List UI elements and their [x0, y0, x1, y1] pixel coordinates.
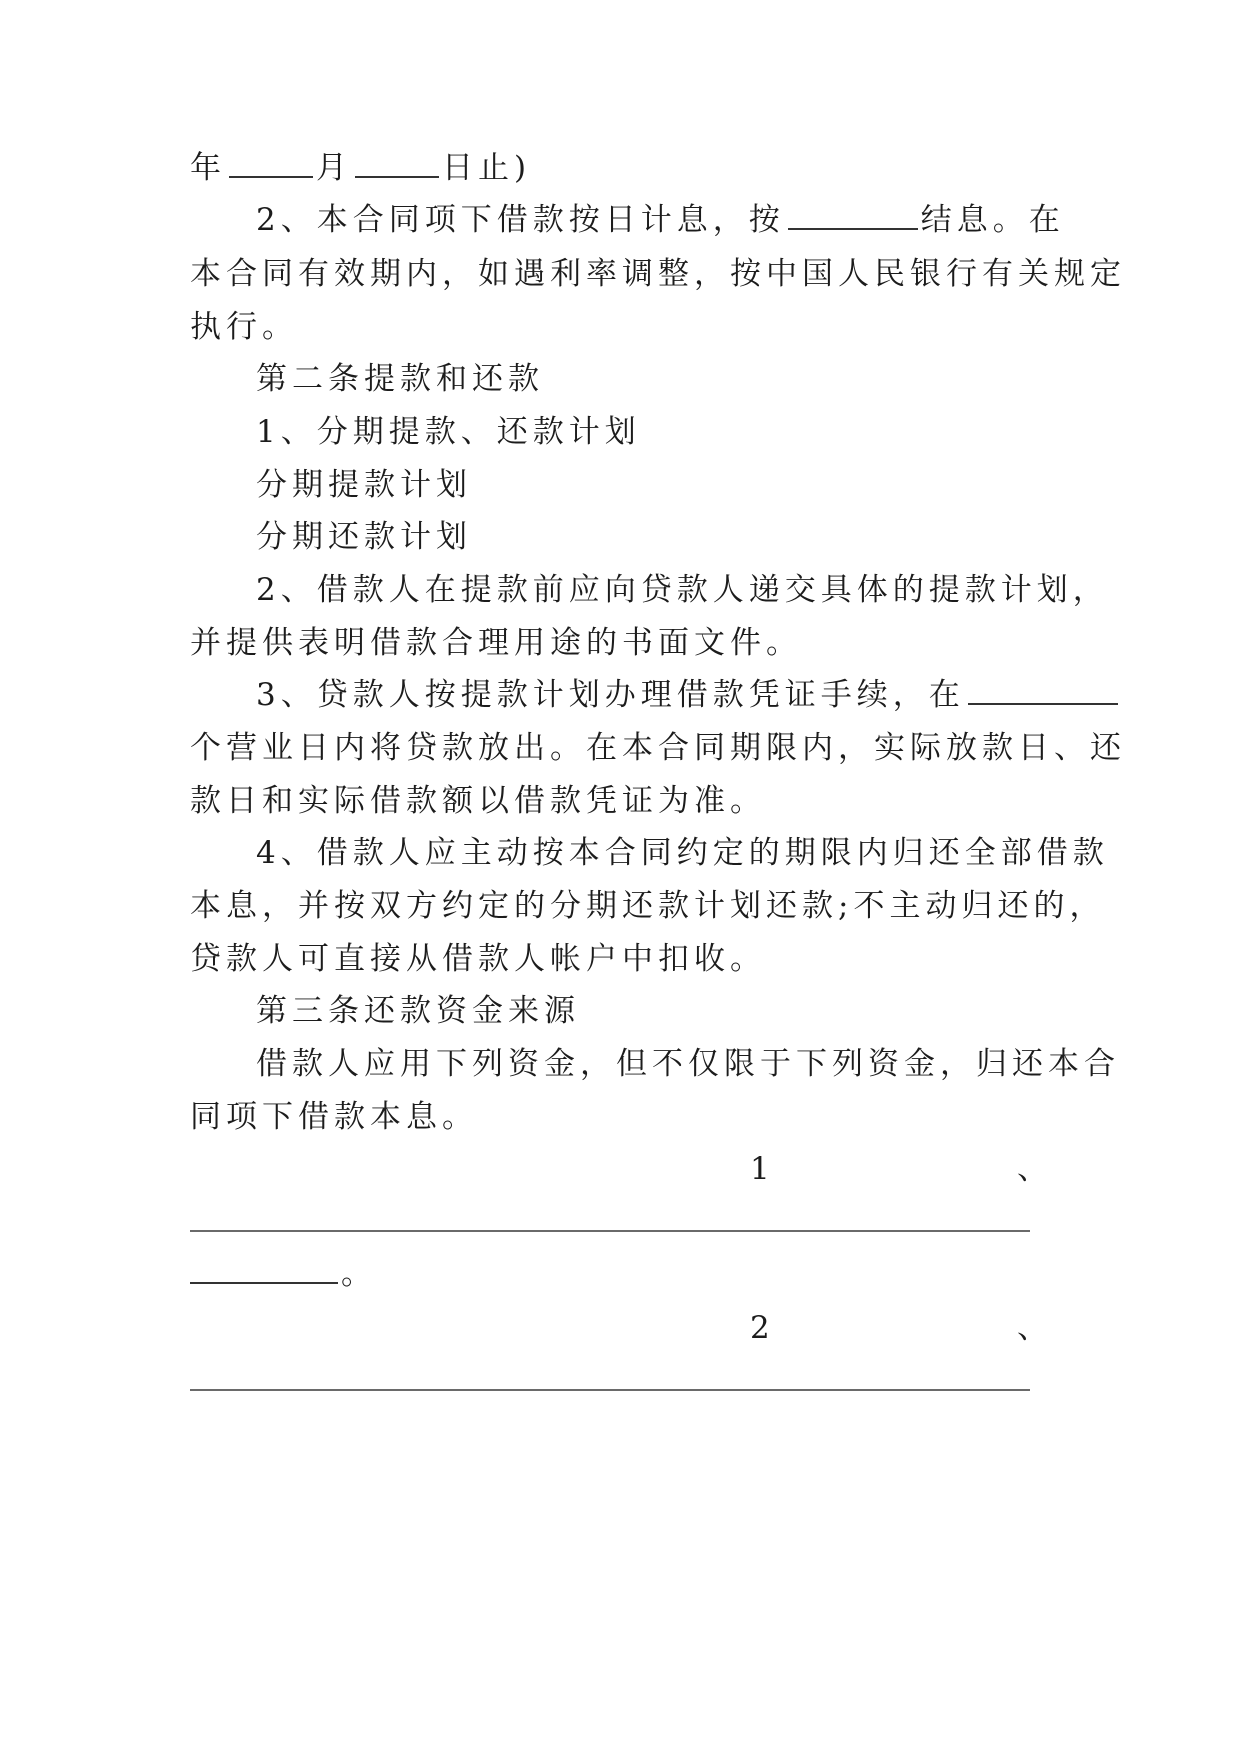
month-label: 月 — [316, 150, 352, 186]
day-end-label: 日止) — [442, 150, 532, 186]
item-1-separator: 、 — [1017, 1151, 1048, 1187]
clause-3-line2: 个营业日内将贷款放出。在本合同期限内，实际放款日、还 — [190, 730, 1126, 766]
clause-2-line2: 并提供表明借款合理用途的书面文件。 — [190, 625, 802, 661]
line-execute: 执行。 — [190, 309, 298, 345]
repayment-plan-label: 分期还款计划 — [256, 519, 472, 555]
clause-2-line1: 2、借款人在提款前应向贷款人递交具体的提款计划， — [256, 572, 1109, 608]
clause-4-line3: 贷款人可直接从借款人帐户中扣收。 — [190, 941, 766, 977]
clause-3-text: 3、贷款人按提款计划办理借款凭证手续，在 — [256, 677, 965, 713]
drawdown-plan-label: 分期提款计划 — [256, 467, 472, 503]
line-rate-adjust: 本合同有效期内，如遇利率调整，按中国人民银行有关规定 — [190, 256, 1126, 292]
line-interest-calc — [256, 198, 1065, 242]
clause-4-line1: 4、借款人应主动按本合同约定的期限内归还全部借款 — [256, 835, 1109, 871]
item-2-blank-line[interactable] — [190, 1389, 1030, 1391]
month-blank[interactable] — [229, 146, 313, 178]
item-1-blank-line[interactable] — [190, 1230, 1030, 1232]
year-label: 年 — [190, 150, 226, 186]
funds-line2: 同项下借款本息。 — [190, 1099, 478, 1135]
item-1-end-line — [190, 1252, 377, 1296]
line-date-end — [190, 146, 531, 190]
item-2-line — [190, 1306, 1048, 1350]
business-days-blank[interactable] — [968, 673, 1118, 705]
funds-line1: 借款人应用下列资金，但不仅限于下列资金，归还本合 — [256, 1046, 1120, 1082]
interest-text-end: 结息。在 — [920, 202, 1065, 238]
day-blank[interactable] — [355, 146, 439, 178]
item-1-blank-tail[interactable] — [190, 1252, 338, 1284]
settlement-blank[interactable] — [788, 198, 918, 230]
clause-4-line2: 本息，并按双方约定的分期还款计划还款;不主动归还的， — [190, 888, 1106, 924]
article-3-heading: 第三条还款资金来源 — [256, 993, 580, 1029]
item-1-line — [190, 1147, 1048, 1191]
item-2-number: 2 — [750, 1310, 770, 1346]
item-1-period: 。 — [341, 1256, 377, 1292]
clause-3-line1 — [256, 673, 1121, 717]
item-1-number: 1 — [750, 1151, 770, 1187]
item-2-separator: 、 — [1017, 1310, 1048, 1346]
article-2-heading: 第二条提款和还款 — [256, 361, 544, 397]
clause-3-line3: 款日和实际借款额以借款凭证为准。 — [190, 783, 766, 819]
plan-heading: 1、分期提款、还款计划 — [256, 414, 641, 450]
interest-text: 2、本合同项下借款按日计息，按 — [256, 202, 785, 238]
